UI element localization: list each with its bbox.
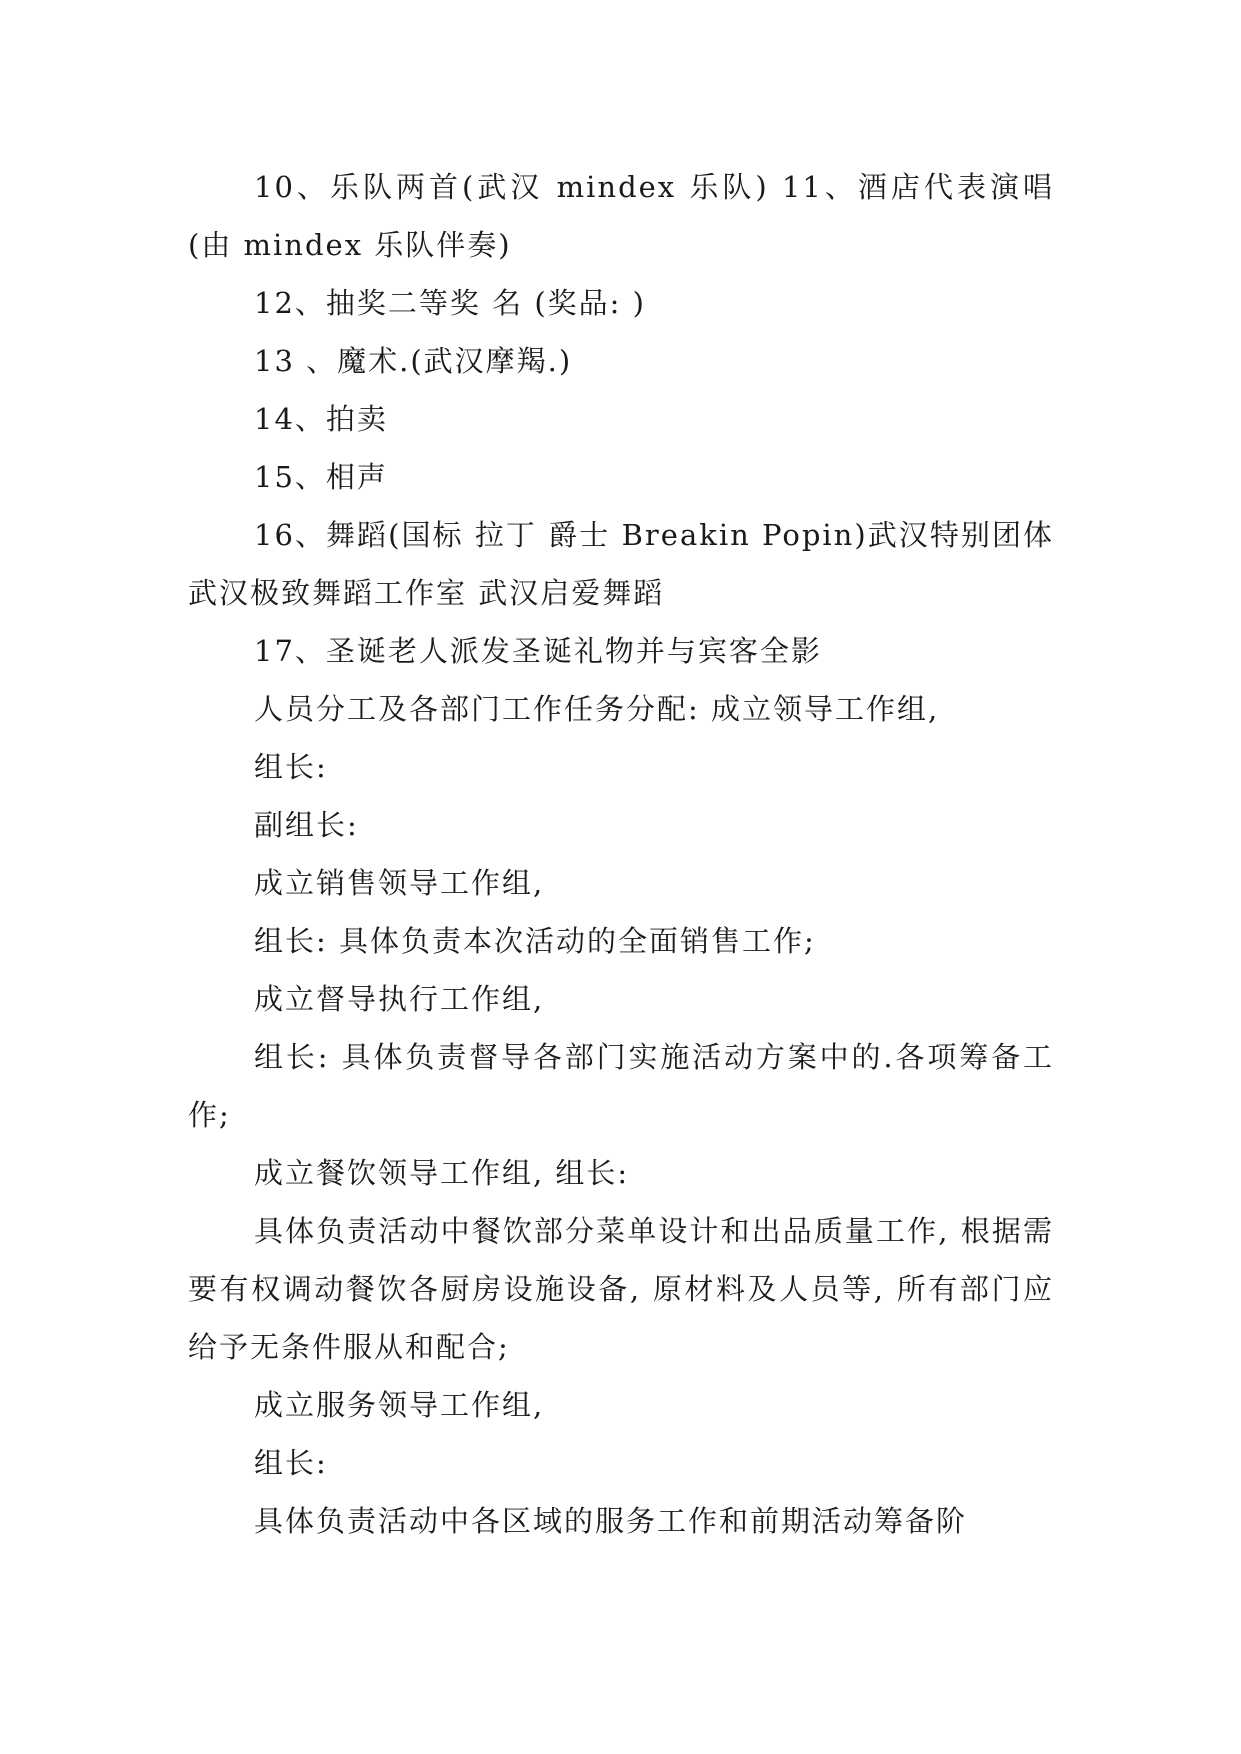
paragraph-sales-group: 成立销售领导工作组,: [254, 866, 545, 900]
paragraph-service-group: 成立服务领导工作组,: [254, 1388, 545, 1422]
paragraph-program-13: 13 、魔术.(武汉摩羯.): [254, 344, 573, 378]
paragraph-service-leader: 组长:: [254, 1446, 328, 1480]
paragraph-catering-group: 成立餐饮领导工作组, 组长:: [254, 1156, 630, 1190]
paragraph-catering-duties: 具体负责活动中餐饮部分菜单设计和出品质量工作, 根据需要有权调动餐饮各厨房设施设备, 原材料及人员等, 所有部门应给予无条件服从和配合;: [188, 1214, 1054, 1364]
paragraph-sales-leader: 组长: 具体负责本次活动的全面销售工作;: [254, 924, 816, 958]
paragraph-program-15: 15、相声: [254, 460, 388, 494]
paragraph-program-12: 12、抽奖二等奖 名 (奖品: ): [254, 286, 646, 320]
document-body: [188, 158, 1066, 1550]
paragraph-supervision-leader: 组长: 具体负责督导各部门实施活动方案中的.各项筹备工作;: [188, 1040, 1054, 1132]
paragraph-service-duties: 具体负责活动中各区域的服务工作和前期活动筹备阶: [254, 1504, 968, 1538]
paragraph-program-16: 16、舞蹈(国标 拉丁 爵士 Breakin Popin)武汉特别团体 武汉极致舞蹈工作室 武汉启爱舞蹈: [188, 518, 1066, 610]
paragraph-deputy-leader: 副组长:: [254, 808, 359, 842]
paragraph-program-17: 17、圣诞老人派发圣诞礼物并与宾客全影: [254, 634, 822, 668]
paragraph-staff-assignment: 人员分工及各部门工作任务分配: 成立领导工作组,: [254, 692, 940, 726]
paragraph-program-10-11: 10、乐队两首(武汉 mindex 乐队) 11、酒店代表演唱(由 mindex 乐队伴奏): [188, 170, 1054, 262]
paragraph-leader: 组长:: [254, 750, 328, 784]
paragraph-program-14: 14、拍卖: [254, 402, 388, 436]
paragraph-supervision-group: 成立督导执行工作组,: [254, 982, 545, 1016]
